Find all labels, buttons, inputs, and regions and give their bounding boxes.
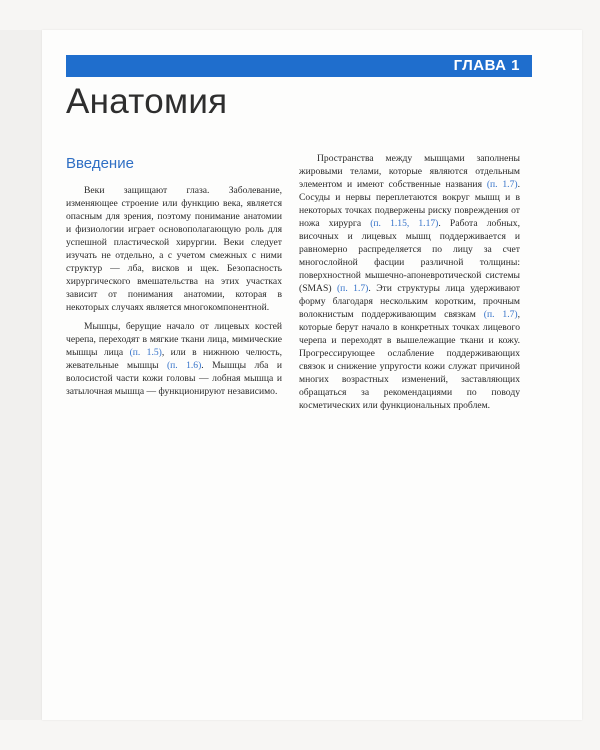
text-span: . Эти структуры лица удерживают форму благодаря нескольким коротким, прочным волокнистым поддерживающим связкам: [299, 283, 520, 320]
text-span: , которые берут начало в конкретных точках лицевого черепа и переходят в вышележащие ткани и кожу. Прогрессирующее ослабление поддерживающих связок и снижение упругости кожи служат причиной многих возрастных изменений, заставляющих обращаться за рекомендациями по поводу косметических или функциональных проблем.: [299, 309, 520, 411]
text-span: . Сосуды и нервы переплетаются вокруг мышц и в некоторых точках подвержены риску повреждения от ножа хирурга: [299, 179, 520, 229]
figure-reference[interactable]: (п. 1.6): [166, 360, 202, 371]
figure-reference[interactable]: (п. 1.5): [129, 347, 162, 358]
chapter-label: ГЛАВА 1: [453, 57, 520, 74]
text-span: , или в нижнюю челюсть, жевательные мышцы: [66, 347, 282, 371]
chapter-header-bar: [66, 55, 532, 77]
page-edge: [0, 30, 42, 720]
text-span: . Мышцы лба и волосистой части кожи головы — лобная мышца и затылочная мышца — функционируют независимо.: [66, 360, 282, 397]
paragraph-muscles: [66, 320, 282, 398]
text-span: . Работа лобных, височных и лицевых мышц поддерживается и равномерно распределяется по лицу за счет многослойной фасции различной толщины: поверхностной мышечно-апоневротической системы (SMAS): [299, 218, 520, 294]
paragraph-spaces: [299, 152, 520, 412]
page-title: Анатомия: [66, 82, 228, 121]
figure-reference[interactable]: (п. 1.15, 1.17): [370, 218, 439, 229]
section-heading: Введение: [66, 155, 134, 172]
figure-reference[interactable]: (п. 1.7): [483, 309, 518, 320]
figure-reference[interactable]: (п. 1.7): [336, 283, 369, 294]
left-column: [66, 150, 282, 404]
text-span: Пространства между мышцами заполнены жировыми телами, которые являются отдельным элементом и имеют собственные названия: [299, 153, 520, 190]
right-column: [299, 152, 520, 418]
paragraph-intro: Веки защищают глаза. Заболевание, изменяющее строение или функцию века, является опасным для зрения, поэтому понимание анатомии и физиологии играет основополагающую роль для успешной пластической хирургии. Веки следует изучать не отдельно, а с учетом смежных с ними структур — лба, висков и щек. Безопасность хирургического вмешательства на этих участках зависит от понимания анатомии, которая в некоторых случаях является многокомпонентной.: [66, 185, 282, 313]
text-span: Мышцы, берущие начало от лицевых костей черепа, переходят в мягкие ткани лица, мимические мышцы лица: [66, 321, 282, 358]
figure-reference[interactable]: (п. 1.7): [486, 179, 518, 190]
